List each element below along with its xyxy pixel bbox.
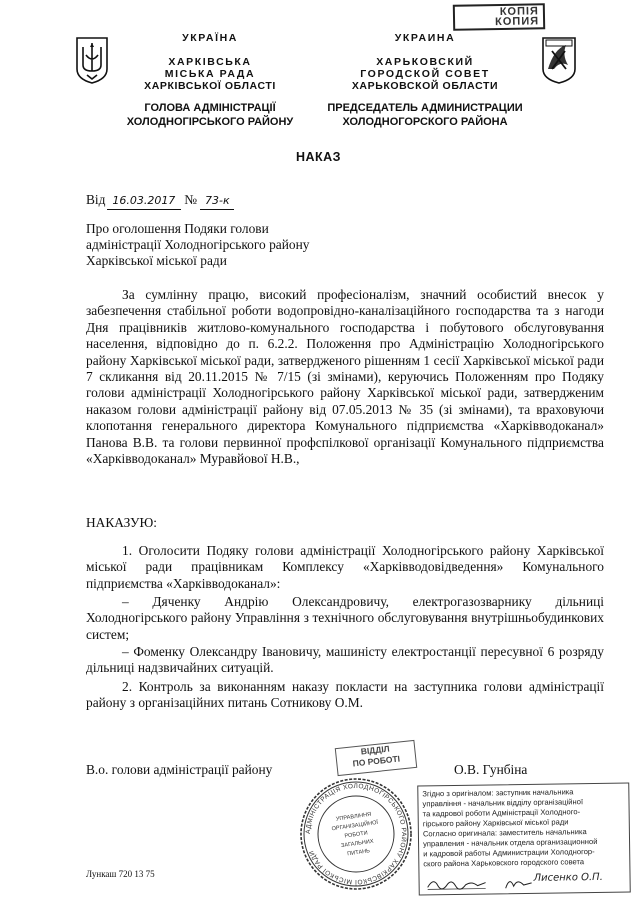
cert-line-4: гірського району Харківської міської ради <box>422 817 569 829</box>
subject-line-1: Про оголошення Подяки голови <box>86 221 269 236</box>
header-right-title-2: ХОЛОДНОГОРСКОГО РАЙОНА <box>342 116 508 128</box>
person-1: – Дяченку Андрію Олександровичу, електрогазозварнику дільниці Холодногірського району Управління з технічного обслуговування внутрішньобудинкових систем; <box>86 594 604 642</box>
order-word: НАКАЗУЮ: <box>86 515 157 530</box>
order-item-2: 2. Контроль за виконанням наказу покласти на заступника голови адміністрації району з організаційних питань Сотникову О.М. <box>86 679 604 711</box>
cert-line-8: ского района Харьковского городского совета <box>423 857 585 869</box>
subject-line-3: Харківської міської ради <box>86 253 227 268</box>
cert-signature-row <box>423 873 625 892</box>
date-prefix: Від <box>86 192 106 207</box>
document-title: НАКАЗ <box>295 150 342 164</box>
copy-stamp-line-ru: КОПИЯ <box>494 15 540 29</box>
kharkiv-coat-of-arms-icon <box>540 35 578 85</box>
signature-name: О.В. Гунбіна <box>454 762 528 777</box>
cert-signature-name: Лисенко О.П. <box>533 871 603 884</box>
seal-inner-5: ПИТАНЬ <box>346 848 371 858</box>
copy-stamp <box>453 3 545 31</box>
number-value: 73-к <box>200 193 234 210</box>
department-stamp-line-2: ПО РОБОТІ <box>352 753 401 769</box>
subject-line-2: адміністрації Холодногірського району <box>86 237 310 252</box>
seal-inner-3: РОБОТИ <box>344 830 369 840</box>
department-stamp-line-1: ВІДДІЛ <box>360 743 391 757</box>
cert-line-3: та кадрової роботи Адміністрації Холодного- <box>422 807 581 819</box>
cert-line-1: Згідно з оригіналом: заступник начальника <box>422 787 574 799</box>
header-right-title-1: ПРЕДСЕДАТЕЛЬ АДМИНИСТРАЦИИ <box>327 102 523 114</box>
header-left-country: УКРАЇНА <box>182 32 238 44</box>
header-left-title-1: ГОЛОВА АДМІНІСТРАЦІЇ <box>144 102 276 114</box>
order-item-1: 1. Оголосити Подяку голови адміністрації Холодногірського району Харківської міської ради працівникам Комплексу «Харківводовідведення» Комунального підприємства «Харківводоканал»: <box>86 543 604 591</box>
trident-icon <box>74 35 110 85</box>
seal-inner-2: ОРГАНІЗАЦІЙНОЇ <box>331 819 379 833</box>
footer-note: Лункаш 720 13 75 <box>86 869 155 879</box>
handwritten-signature-1 <box>425 875 487 892</box>
header-left-title-2: ХОЛОДНОГІРСЬКОГО РАЙОНУ <box>126 116 294 128</box>
cert-line-5: Согласно оригинала: заместитель начальника <box>422 827 587 839</box>
number-prefix: № <box>184 192 197 207</box>
handwritten-signature-2 <box>503 874 533 890</box>
cert-line-6: управления - начальник отдела организационной <box>422 836 598 849</box>
seal-inner-4: ЗАГАЛЬНИХ <box>340 838 375 850</box>
header-right-country: УКРАИНА <box>394 32 456 44</box>
cert-line-7: и кадровой работы Администрации Холодногор- <box>423 847 595 859</box>
date-value: 16.03.2017 <box>107 193 181 210</box>
department-stamp <box>335 740 417 776</box>
date-number-line <box>86 192 386 210</box>
round-seal <box>298 776 414 892</box>
seal-inner-1: УПРАВЛІННЯ <box>335 811 372 823</box>
certification-block <box>417 783 631 896</box>
header-right-org-3: ХАРЬКОВСКОЙ ОБЛАСТИ <box>351 80 499 92</box>
seal-outer-text: АДМІНІСТРАЦІЯ ХОЛОДНОГІРСЬКОГО РАЙОНУ ХАРКІВСЬКОЇ МІСЬКОЇ РАДИ <box>304 782 408 886</box>
header-right-org-2: ГОРОДСКОЙ СОВЕТ <box>360 68 490 80</box>
header-right-org-1: ХАРЬКОВСКИЙ <box>376 56 474 68</box>
preamble-paragraph: За сумлінну працю, високий професіоналізм, значний особистий внесок у забезпечення стабільної роботи водопровідно-каналізаційного господарства та з нагоди Дня працівників житлово-комунального господарства і побутового обслуговування населення, відповідно до п. 6.2.2. Положення про Адміністрацію Холодногірського району Харківської міської ради, затвердженого рішенням 1 сесії Харківської міської ради 7 скликання від 20.11.2015 № 7/15 (зі змінами), керуючись Положенням про Подяку голови адміністрації Холодногірського району Харківської міської ради, затвердженим наказом голови адміністрації району від 07.05.2013 № 35 (зі змінами), та враховуючи клопотання генерального директора Комунального підприємства «Харківводоканал» Панова В.В. та голови первинної профспілкової організації Комунального підприємства «Харківводоканал» Муравйової Н.В., <box>86 287 604 467</box>
cert-line-2: управління - начальник відділу організаційної <box>422 797 584 809</box>
header-left-org-3: ХАРКІВСЬКОЇ ОБЛАСТІ <box>144 80 276 92</box>
copy-stamp-line-uk: КОПІЯ <box>499 5 540 18</box>
header-left-org-2: МІСЬКА РАДА <box>164 68 256 80</box>
signature-position: В.о. голови адміністрації району <box>86 762 273 777</box>
person-2: – Фоменку Олександру Івановичу, машиністу електростанції пересувної 6 розряду дільниці надзвичайних ситуацій. <box>86 644 604 676</box>
header-left-org-1: ХАРКІВСЬКА <box>168 56 252 68</box>
